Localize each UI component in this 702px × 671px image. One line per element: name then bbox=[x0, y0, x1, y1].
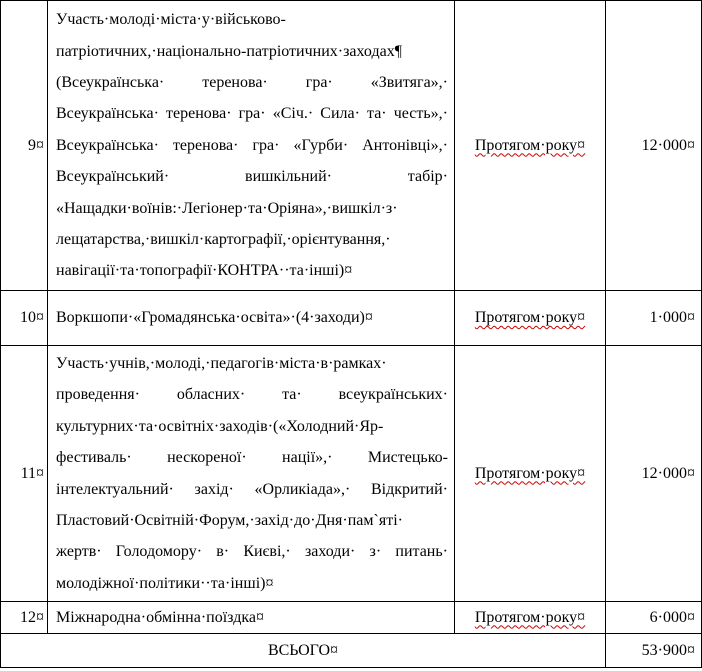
row-term bbox=[455, 346, 606, 602]
term-text: Протягом·року¤ bbox=[474, 309, 586, 326]
description-text: Воркшопи·«Громадянська·освіта»·(4·заходи)¤ bbox=[56, 309, 373, 327]
row-description bbox=[48, 291, 455, 346]
description-text: Участь·учнів,·молоді,·педагогів·міста·в·рамках· проведення· обласних· та· всеукраїнських· культурних·та·освітніх·заходів·(«Холодний·Яр-фестиваль· нескореної· нації»,· Мистецько-інтелектуальний· захід· «Орликіада»,· Відкритий· Пластовий·Освітній·Форум,·захід·до·Дня·пам`яті· жертв· Голодомору· в· Києві,· заходи· з· питань· молодіжної·політики··та·інші)¤ bbox=[56, 354, 448, 592]
description-text: Міжнародна·обмінна·поїздка¤ bbox=[56, 609, 264, 626]
term-text: Протягом·року¤ bbox=[474, 464, 586, 482]
row-sum: 1·000¤ bbox=[606, 291, 702, 346]
table-row bbox=[1, 602, 702, 634]
table-row bbox=[1, 1, 702, 291]
row-description bbox=[48, 346, 455, 602]
total-row bbox=[1, 634, 702, 668]
row-number: 10¤ bbox=[1, 291, 48, 346]
total-label: ВСЬОГО¤ bbox=[1, 634, 606, 668]
row-description bbox=[48, 602, 455, 634]
row-term bbox=[455, 291, 606, 346]
row-term bbox=[455, 1, 606, 291]
term-text: Протягом·року¤ bbox=[474, 136, 586, 154]
row-number: 11¤ bbox=[1, 346, 48, 602]
row-term bbox=[455, 602, 606, 634]
row-sum: 6·000¤ bbox=[606, 602, 702, 634]
row-sum: 12·000¤ bbox=[606, 1, 702, 291]
row-number: 12¤ bbox=[1, 602, 48, 634]
row-number: 9¤ bbox=[1, 1, 48, 291]
description-text: Участь·молоді·міста·у·військово-патріотичних,·національно-патріотичних·заходах¶ (Всеукраїнська· теренова· гра· «Звитяга»,· Всеукраїнська· теренова· гра· «Січ.· Сила· та· честь»,· Всеукраїнська· теренова· гра· «Гурби· Антонівці»,· Всеукраїнський· вишкільний· табір· «Нащадки·воїнів:·Легіонер·та·Оріяна»,·вишкіл·з· лещатарства,·вишкіл·картографії,·орієнтування,· навігації·та·топографії·КОНТРА··та·інші)¤ bbox=[56, 11, 448, 280]
row-sum: 12·000¤ bbox=[606, 346, 702, 602]
table-row bbox=[1, 291, 702, 346]
total-sum: 53·900¤ bbox=[606, 634, 702, 668]
term-text: Протягом·року¤ bbox=[474, 608, 586, 626]
table-row bbox=[1, 346, 702, 602]
row-description bbox=[48, 1, 455, 291]
